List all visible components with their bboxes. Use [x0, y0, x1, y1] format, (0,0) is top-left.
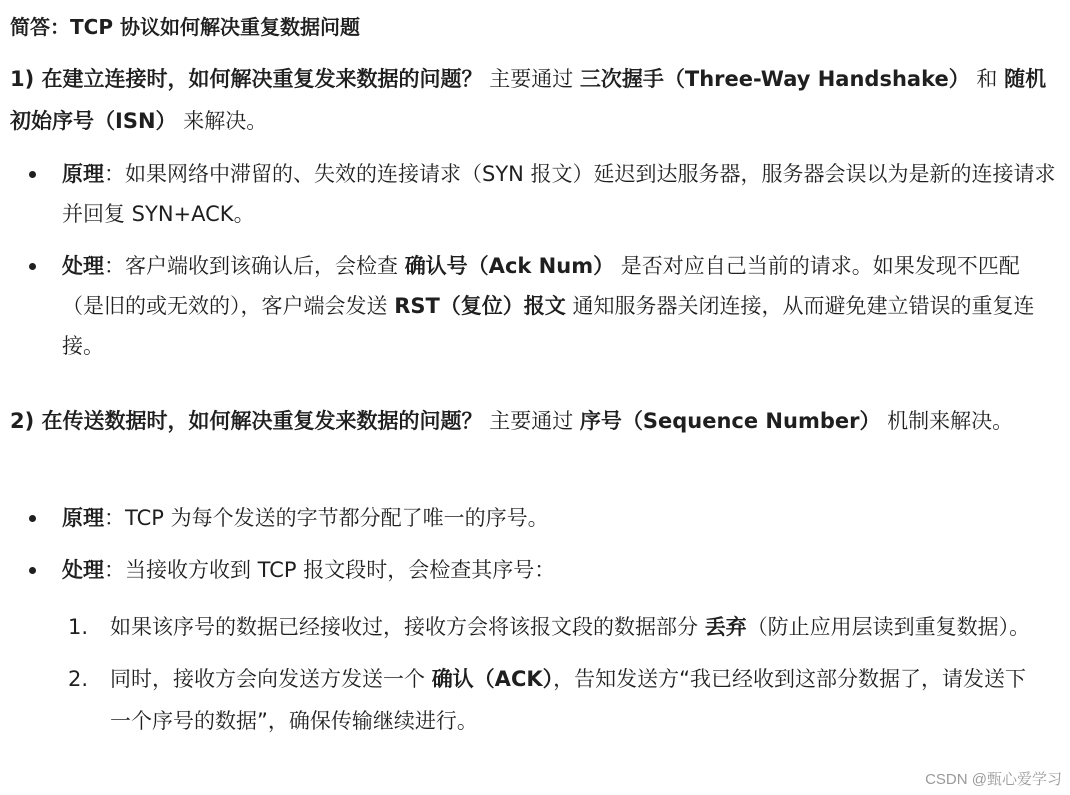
- list-item: [0, 246, 1058, 366]
- list-item: [0, 606, 1040, 648]
- bullet-dot-icon: [29, 263, 36, 270]
- section1-text-1: 主要通过: [482, 67, 580, 91]
- section2-text-1: 主要通过: [482, 409, 580, 433]
- bullet-dot-icon: [29, 171, 36, 178]
- bullet-text: 是否对应自己当前的请求。如果发现不匹配（是旧的或无效的），客户端会发送: [62, 254, 1020, 318]
- list-item: [0, 550, 1058, 590]
- step-text: 同时，接收方会向发送方发送一个: [110, 667, 432, 691]
- step-text: 如果该序号的数据已经接收过，接收方会将该报文段的数据部分: [110, 615, 705, 639]
- list-item: [0, 658, 1040, 742]
- section1-text-3: 来解决。: [176, 109, 268, 133]
- section2-question: 2) 在传送数据时，如何解决重复发来数据的问题？: [10, 409, 483, 433]
- section2-bullet-list: [0, 498, 1058, 602]
- step-number: 2.: [68, 667, 89, 691]
- bullet-text: 当接收方收到 TCP 报文段时，会检查其序号：: [125, 558, 556, 582]
- bullet-separator: ：: [104, 162, 125, 186]
- bullet-text: TCP 为每个发送的字节都分配了唯一的序号。: [125, 506, 549, 530]
- step-number: 1.: [68, 615, 89, 639]
- section2-bold-sequence: 序号（Sequence Number）: [579, 409, 881, 433]
- page-title: 简答：TCP 协议如何解决重复数据问题: [10, 15, 360, 39]
- bullet-label: 原理: [62, 506, 104, 530]
- section1-bold-isn: 随机初始序号（ISN）: [10, 67, 1047, 133]
- step-text: ，告知发送方“我已经收到这部分数据了，请发送下一个序号的数据”，确保传输继续进行。: [110, 667, 1027, 733]
- section2-numbered-list: [0, 606, 1040, 752]
- bullet-separator: ：: [104, 254, 125, 278]
- bullet-label: 处理: [62, 254, 104, 278]
- list-item: [0, 154, 1058, 234]
- bullet-bold-rst: RST（复位）报文: [394, 294, 566, 318]
- bullet-dot-icon: [29, 515, 36, 522]
- bullet-text: 客户端收到该确认后，会检查: [125, 254, 405, 278]
- watermark: CSDN @甄心爱学习: [925, 771, 1062, 788]
- section1-bold-handshake: 三次握手（Three-Way Handshake）: [579, 67, 970, 91]
- step-text: （防止应用层读到重复数据）。: [746, 615, 1031, 639]
- bullet-text: 如果网络中滞留的、失效的连接请求（SYN 报文）延迟到达服务器，服务器会误以为是新的连接请求并回复 SYN+ACK。: [62, 162, 1056, 226]
- step-bold-discard: 丢弃: [704, 615, 747, 639]
- bullet-bold-ack-num: 确认号（Ack Num）: [404, 254, 615, 278]
- bullet-label: 原理: [62, 162, 104, 186]
- section1-bullet-list: [0, 154, 1058, 378]
- section1-text-2: 和: [969, 67, 1005, 91]
- section2-text-2: 机制来解决。: [880, 409, 1014, 433]
- section1-question: 1) 在建立连接时，如何解决重复发来数据的问题？: [10, 67, 483, 91]
- list-item: [0, 498, 1058, 538]
- step-bold-ack: 确认（ACK）: [431, 667, 554, 691]
- bullet-label: 处理: [62, 558, 104, 582]
- bullet-separator: ：: [104, 506, 125, 530]
- section2-paragraph: [10, 400, 1058, 442]
- bullet-dot-icon: [29, 567, 36, 574]
- bullet-text: 通知服务器关闭连接，从而避免建立错误的重复连接。: [62, 294, 1035, 358]
- bullet-separator: ：: [104, 558, 125, 582]
- section1-paragraph: [10, 58, 1058, 142]
